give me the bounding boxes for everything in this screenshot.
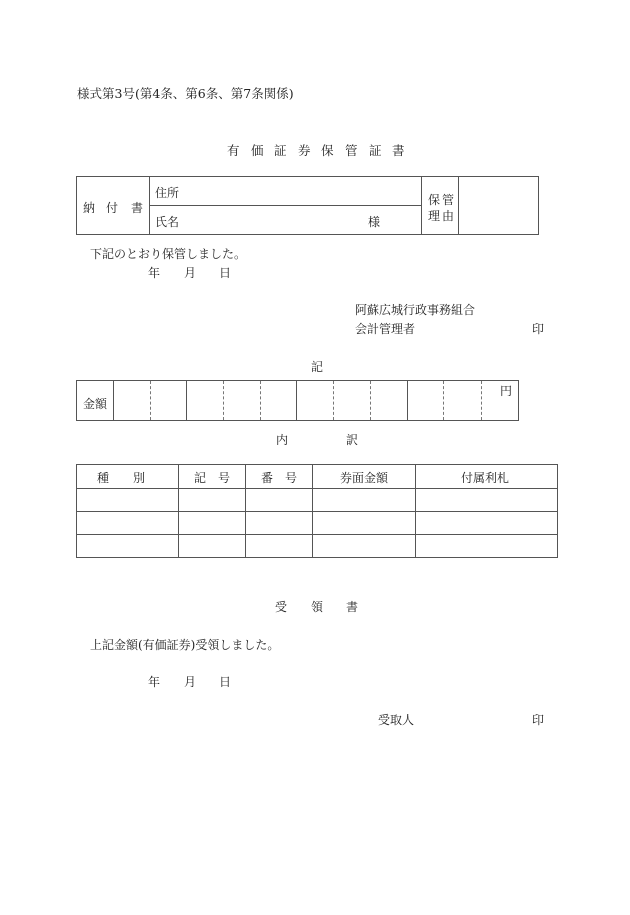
- amount-digit-cell[interactable]: [297, 381, 333, 420]
- seal-mark: 印: [532, 322, 545, 336]
- title-char: 有: [227, 143, 240, 158]
- table-cell[interactable]: [416, 535, 557, 557]
- table-cell[interactable]: [416, 489, 557, 511]
- amount-label: 金額: [83, 397, 108, 411]
- column-header-symbol: 記 号: [194, 471, 231, 485]
- reason-field[interactable]: [460, 178, 537, 233]
- form-number: 様式第3号(第4条、第6条、第7条関係): [77, 86, 294, 101]
- column-header-coupons: 付属利札: [461, 471, 510, 485]
- breakdown-heading-char: 訳: [346, 433, 359, 447]
- table-cell[interactable]: [313, 512, 415, 534]
- day-label: 日: [219, 675, 232, 689]
- title-char: 証: [369, 143, 382, 158]
- table-cell[interactable]: [313, 535, 415, 557]
- amount-digit-cell[interactable]: [408, 381, 443, 420]
- table-cell[interactable]: [246, 512, 312, 534]
- receipt-statement: 上記金額(有価証券)受領しました。: [90, 638, 280, 652]
- reason-label: 理由: [428, 209, 457, 223]
- title-char: 保: [321, 143, 334, 158]
- table-cell[interactable]: [246, 489, 312, 511]
- divider: [149, 205, 421, 206]
- amount-digit-cell[interactable]: [224, 381, 260, 420]
- table-cell[interactable]: [179, 512, 245, 534]
- recipient-seal-mark: 印: [532, 713, 545, 727]
- payer-label-char: 納: [83, 201, 96, 215]
- receipt-heading-char: 受: [275, 600, 288, 614]
- divider: [421, 176, 422, 235]
- receipt-heading-char: 領: [311, 600, 324, 614]
- amount-digit-cell[interactable]: [151, 381, 186, 420]
- payer-label-char: 書: [131, 201, 144, 215]
- table-cell[interactable]: [77, 512, 178, 534]
- receipt-heading-char: 書: [346, 600, 359, 614]
- day-label: 日: [219, 266, 232, 280]
- name-label: 氏名: [155, 215, 180, 229]
- year-label: 年: [148, 675, 161, 689]
- reason-label: 保管: [428, 193, 457, 207]
- honorific: 様: [368, 215, 381, 229]
- table-cell[interactable]: [416, 512, 557, 534]
- name-field[interactable]: [185, 207, 365, 233]
- note-heading: 記: [311, 360, 324, 374]
- issuer-organization: 阿蘇広城行政事務組合: [355, 303, 476, 317]
- storage-statement: 下記のとおり保管しました。: [90, 247, 247, 261]
- year-label: 年: [148, 266, 161, 280]
- divider: [458, 176, 459, 235]
- address-label: 住所: [155, 186, 180, 200]
- title-char: 価: [251, 143, 264, 158]
- column-header-face-value: 券面金額: [340, 471, 389, 485]
- column-header-type: 種 別: [97, 471, 146, 485]
- column-header-number: 番 号: [261, 471, 298, 485]
- month-label: 月: [184, 675, 197, 689]
- amount-digit-cell[interactable]: [334, 381, 370, 420]
- issuer-role: 会計管理者: [355, 322, 416, 336]
- title-char: 証: [274, 143, 287, 158]
- breakdown-heading-char: 内: [276, 433, 289, 447]
- recipient-label: 受取人: [378, 713, 415, 727]
- title-char: 書: [392, 143, 405, 158]
- amount-digit-cell[interactable]: [114, 381, 150, 420]
- amount-digit-cell[interactable]: [261, 381, 296, 420]
- table-cell[interactable]: [77, 489, 178, 511]
- amount-digit-cell[interactable]: [371, 381, 407, 420]
- month-label: 月: [184, 266, 197, 280]
- table-cell[interactable]: [179, 535, 245, 557]
- amount-digit-cell[interactable]: [444, 381, 481, 420]
- title-char: 券: [298, 143, 311, 158]
- table-cell[interactable]: [246, 535, 312, 557]
- amount-digit-cell[interactable]: [187, 381, 223, 420]
- title-char: 管: [345, 143, 358, 158]
- table-cell[interactable]: [313, 489, 415, 511]
- table-cell[interactable]: [77, 535, 178, 557]
- table-cell[interactable]: [179, 489, 245, 511]
- address-field[interactable]: [185, 178, 419, 204]
- yen-unit: 円: [500, 384, 513, 398]
- payer-label-char: 付: [106, 201, 119, 215]
